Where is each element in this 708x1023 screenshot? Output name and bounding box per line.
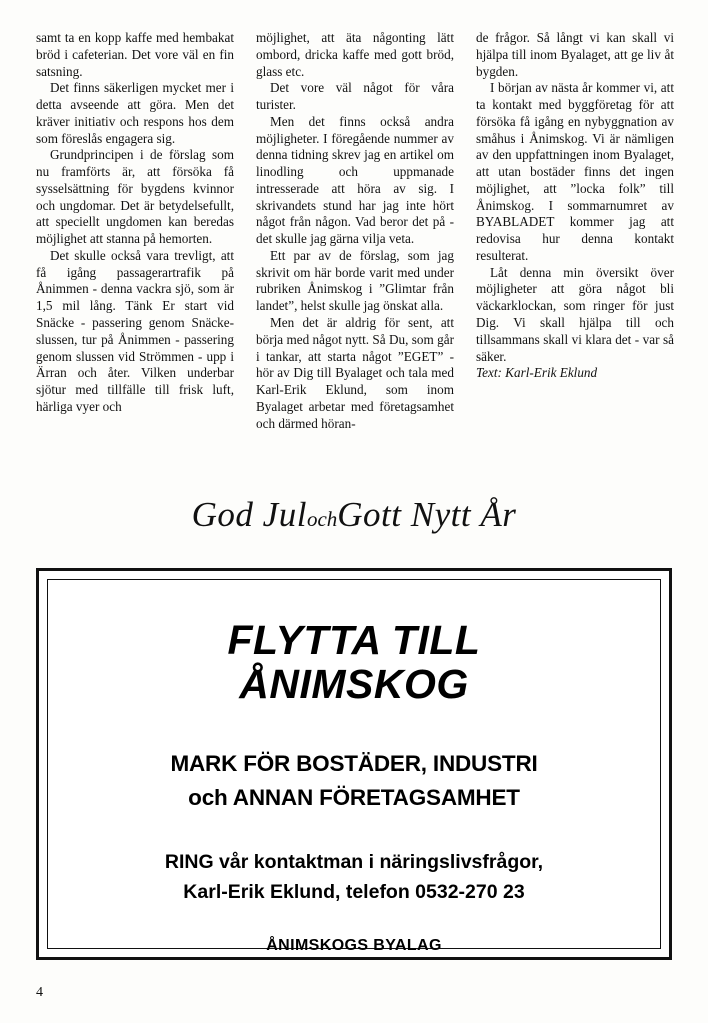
- paragraph: Det finns säkerligen mycket mer i detta avseende att göra. Men det kräver initiativ och respons hos dem som föreslås engagera sig.: [36, 80, 234, 146]
- advert-contact-line-2: Karl-Erik Eklund, telefon 0532-270 23: [183, 880, 525, 903]
- advertisement-content: [47, 579, 661, 954]
- advert-subhead-line-1: MARK FÖR BOSTÄDER, INDUSTRI: [170, 750, 538, 776]
- paragraph: Det vore väl något för våra turister.: [256, 80, 454, 113]
- advert-contact-line-1: RING vår kontaktman i näringslivsfrågor,: [164, 850, 544, 873]
- greeting-part-3: Gott Nytt År: [337, 495, 517, 534]
- article-column-3: [476, 30, 674, 432]
- article-column-1: [36, 30, 234, 432]
- paragraph: Det skulle också vara trevligt, att få igång passagerartrafik på Ånimmen - denna vackra sjö, som är 1,5 mil lång. Tänk Er start vid Snäcke - passering genom Snäcke-slussen, tur på Ånimmen - passering genom slussen vid Strömmen - upp i Ärran och åter. Vilken underbar sjötur med tillfälle till frisk luft, härliga vyer och: [36, 247, 234, 414]
- paragraph: Men det finns också andra möjligheter. I föregående nummer av denna tidning skrev jag en artikel om linodling och uppmanade intresserade att höra av sig. I skrivandets stund har jag inte hört något från någon. Vad beror det på - det skulle jag gärna vilja veta.: [256, 113, 454, 247]
- paragraph: Grundprincipen i de förslag som nu framförts är, att försöka få sysselsättning för bygdens kvinnor och ungdomar. Det är betydelsefullt, att speciellt ungdomen kan beredas möjlighet att stanna på hemorten.: [36, 147, 234, 247]
- page-number: 4: [36, 985, 43, 1000]
- seasonal-greeting: [0, 495, 708, 535]
- advert-subhead-line-2: och ANNAN FÖRETAGSAMHET: [188, 784, 520, 810]
- paragraph: de frågor. Så långt vi kan skall vi hjälpa till inom Byalaget, att ge liv åt bygden.: [476, 30, 674, 79]
- article-byline: Text: Karl-Erik Eklund: [476, 365, 598, 381]
- paragraph: samt ta en kopp kaffe med hembakat bröd i cafeterian. Det vore väl en fin satsning.: [36, 30, 234, 79]
- paragraph: Men det är aldrig för sent, att börja med något nytt. Så Du, som går i tankar, att starta något ”EGET” - hör av Dig till Byalaget och tala med Karl-Erik Eklund, som inom Byalaget arbetar med företagsamhet och därmed höran-: [256, 315, 454, 431]
- paragraph: möjlighet, att äta någonting lätt ombord, dricka kaffe med gott bröd, glass etc.: [256, 30, 454, 79]
- advert-headline-line-2: ÅNIMSKOG: [239, 661, 469, 708]
- article-columns: [36, 30, 676, 432]
- paragraph: Låt denna min översikt över möjligheter att göra något bli väckarklockan, som ringer för just Dig. Vi skall hjälpa till och tillsammans skall vi klara det - var så säker.: [476, 264, 674, 364]
- advert-organisation: ÅNIMSKOGS BYALAG: [266, 936, 442, 954]
- greeting-part-2: och: [306, 507, 338, 531]
- greeting-part-1: God Jul: [191, 495, 307, 534]
- advertisement-box: [36, 568, 672, 960]
- paragraph: Ett par av de förslag, som jag skrivit om här borde varit med under rubriken Ånimskog i ”Glimtar från landet”, helst skulle jag önskat alla.: [256, 247, 454, 314]
- article-column-2: [256, 30, 454, 432]
- advert-headline: [228, 618, 481, 707]
- advert-headline-line-1: FLYTTA TILL: [227, 617, 481, 663]
- paragraph: I början av nästa år kommer vi, att ta kontakt med byggföretag för att försöka få igång en nybyggnation av småhus i Ånimskog. Vi är nämligen av den uppfattningen inom Byalaget, att utan bostäder finns det ingen möjlighet, att ”locka folk” till Ånimskog. I sommarnumret av BYABLADET kommer jag att redovisa hur denna kontakt resulterat.: [476, 80, 674, 263]
